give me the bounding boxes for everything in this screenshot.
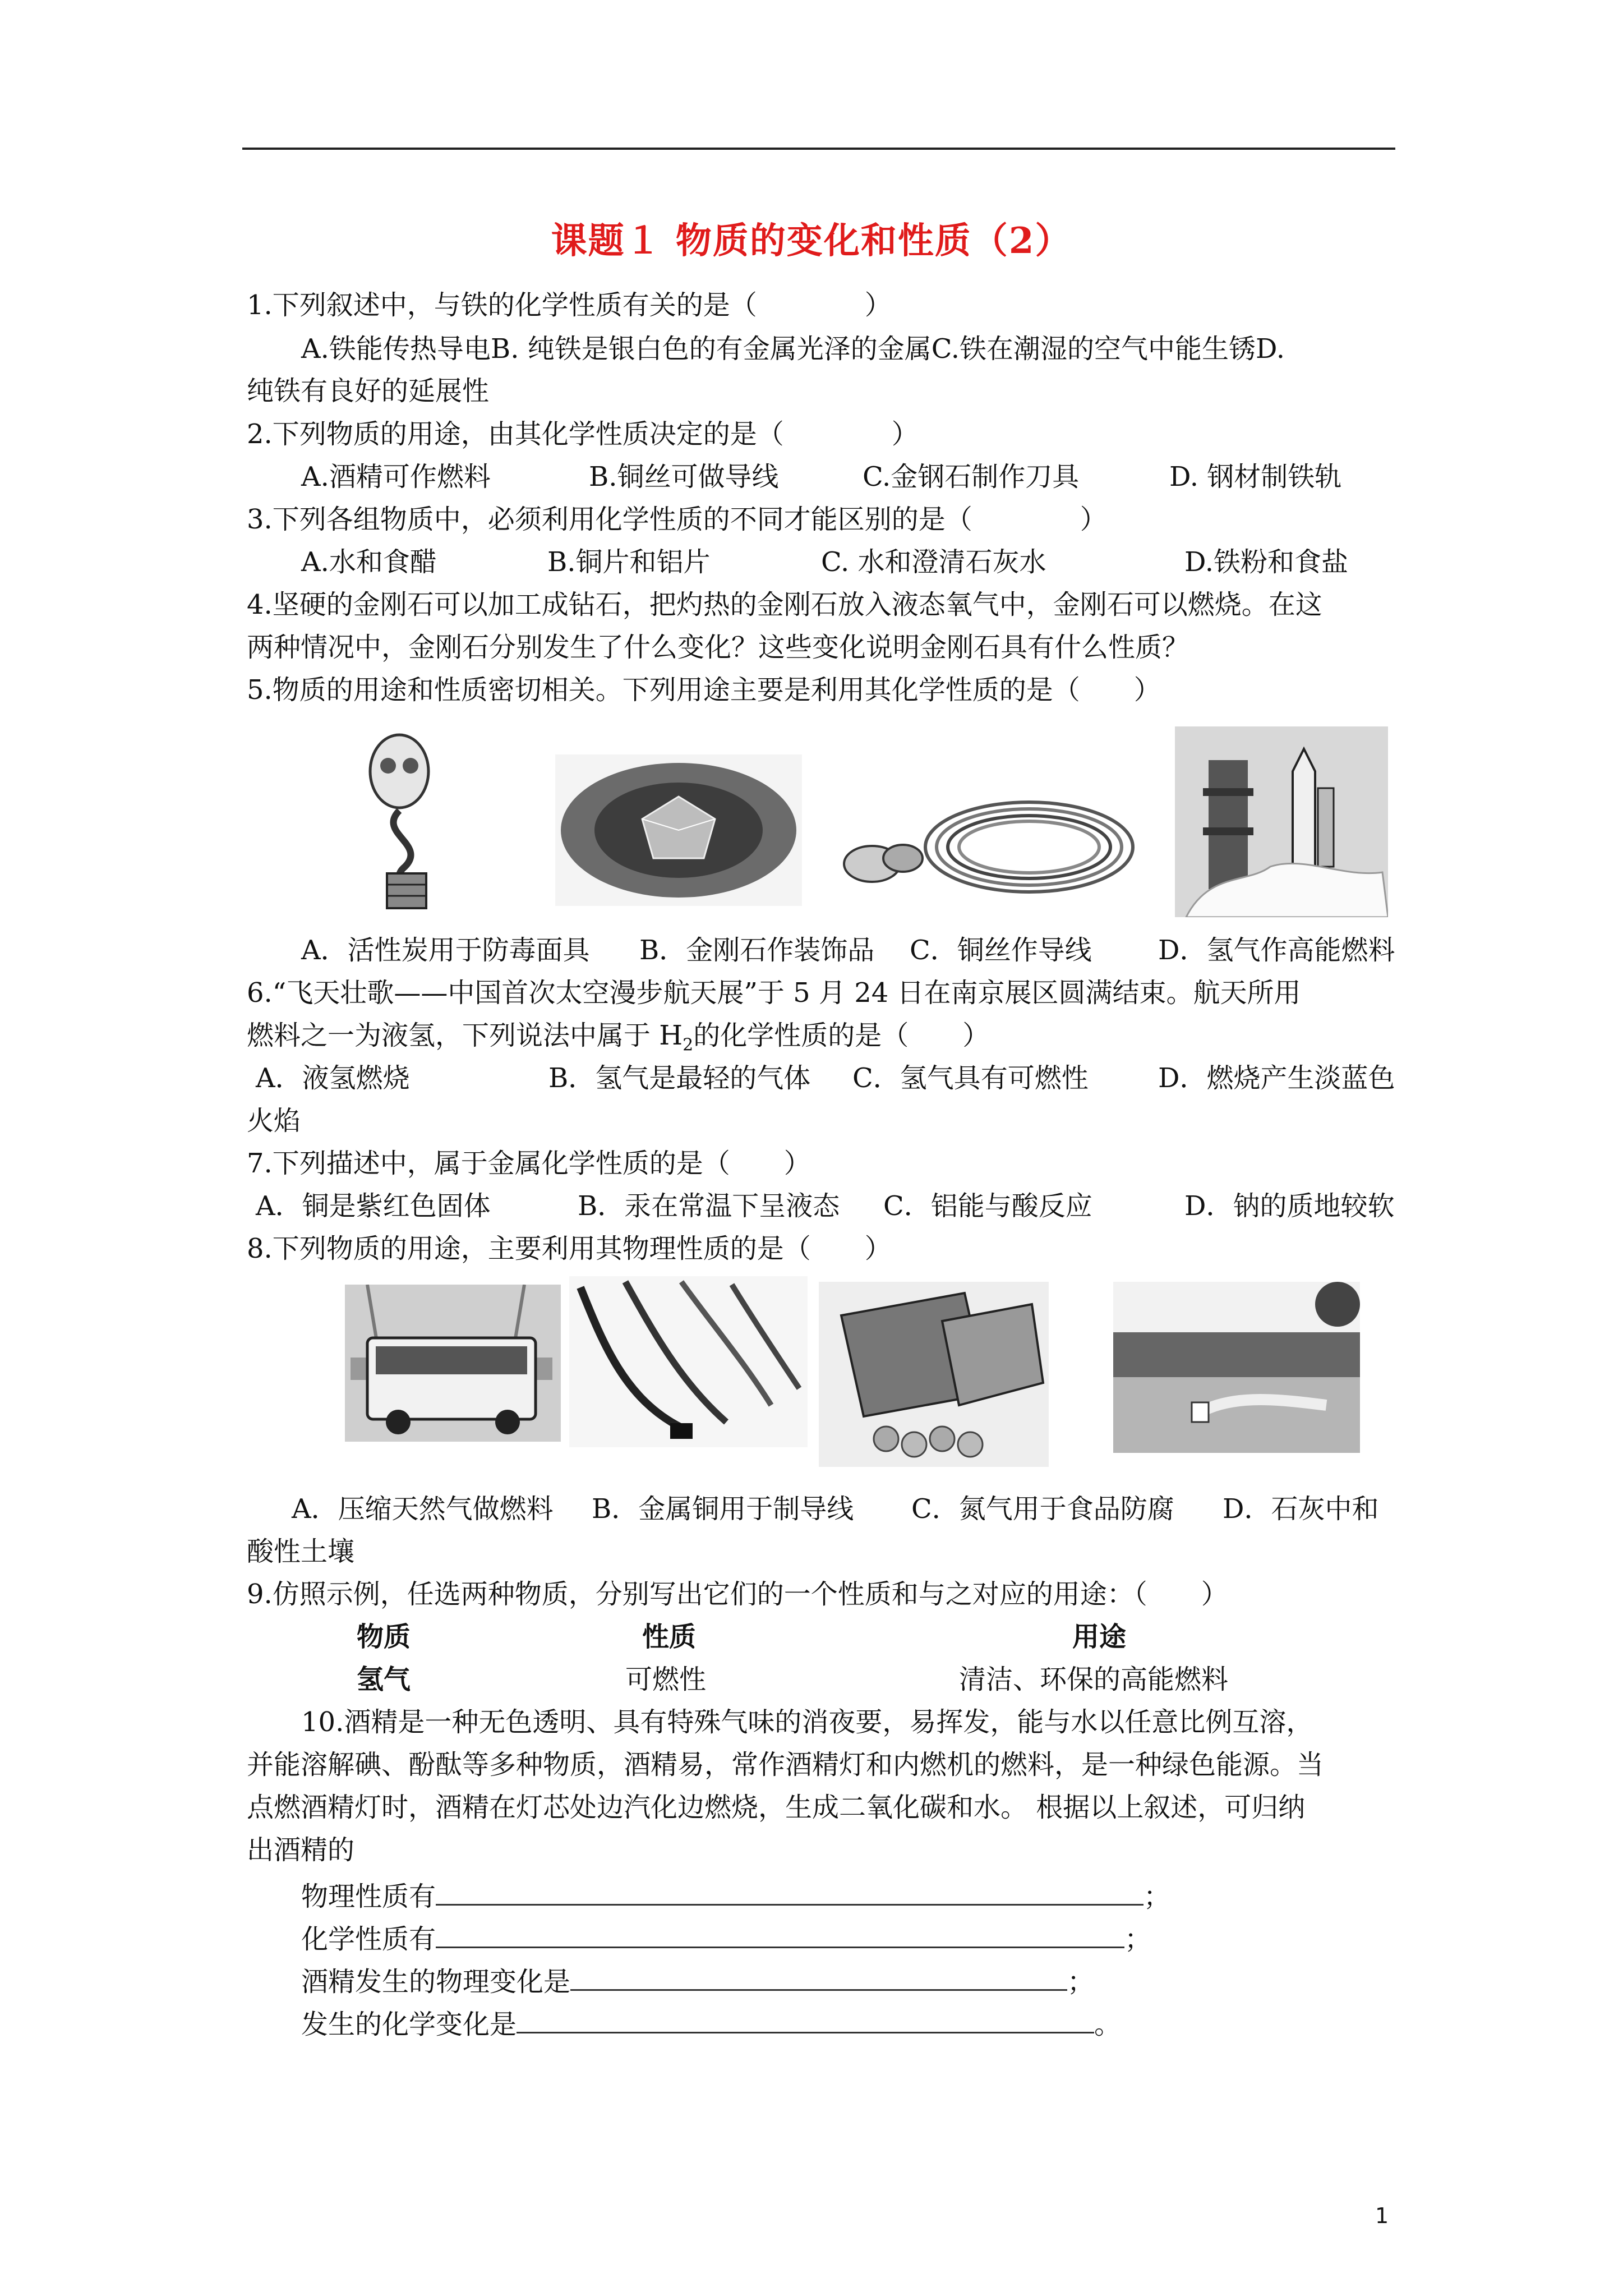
q1-options-line1: A.铁能传热导电B. 纯铁是银白色的有金属光泽的金属C.铁在潮湿的空气中能生锈D. — [301, 333, 1285, 365]
q3-stem: 3.下列各组物质中，必须利用化学性质的不同才能区别的是（ ） — [247, 504, 1107, 535]
q9-header-substance: 物质 — [357, 1621, 411, 1653]
blank-end: 。 — [1094, 2009, 1122, 2040]
q4-line2: 两种情况中，金刚石分别发生了什么变化？这些变化说明金刚石具有什么性质？ — [247, 632, 1189, 663]
q1-stem: 1.下列叙述中，与铁的化学性质有关的是（ ） — [247, 289, 892, 321]
blank-physical-change[interactable] — [301, 1964, 1095, 1998]
q6-line2 — [247, 1022, 989, 1054]
q8-options-tail: 酸性土壤 — [247, 1536, 355, 1567]
q3-option-c: C. 水和澄清石灰水 — [821, 546, 1046, 578]
q6-option-c: C．氢气具有可燃性 — [852, 1062, 1089, 1094]
q7-option-a: A．铜是紫红色固体 — [256, 1190, 491, 1222]
blank-end: ； — [1067, 1966, 1095, 1998]
q5-option-a: A．活性炭用于防毒面具 — [301, 935, 590, 966]
q7-option-b: B．汞在常温下呈液态 — [578, 1190, 840, 1222]
blank-label: 酒精发生的物理变化是 — [301, 1966, 571, 1998]
q2-option-b: B.铜丝可做导线 — [589, 461, 779, 493]
q8-option-b: B．金属铜用于制导线 — [592, 1493, 854, 1525]
q6-line1: 6.“飞天壮歌——中国首次太空漫步航天展”于 5 月 24 日在南京展区圆满结束。航天所用 — [247, 977, 1301, 1009]
q9-example-use: 清洁、环保的高能燃料 — [959, 1664, 1229, 1695]
q5-option-b: B．金刚石作装饰品 — [639, 935, 875, 966]
header-rule — [242, 148, 1395, 150]
page-title: 课题１ 物质的变化和性质（2） — [551, 220, 1072, 262]
q3-option-b: B.铜片和铝片 — [547, 546, 711, 578]
q8-option-d: D．石灰中和 — [1223, 1493, 1379, 1525]
q10-line4: 出酒精的 — [247, 1834, 355, 1866]
q5-option-c: C．铜丝作导线 — [910, 935, 1092, 966]
q10-line3: 点燃酒精灯时，酒精在灯芯处边汽化边燃烧，生成二氧化碳和水。 根据以上叙述，可归纳 — [247, 1792, 1306, 1823]
q6-options-tail: 火焰 — [247, 1105, 301, 1137]
q4-line1: 4.坚硬的金刚石可以加工成钻石，把灼热的金刚石放入液态氧气中，金刚石可以燃烧。在这 — [247, 589, 1322, 620]
q2-option-a: A.酒精可作燃料 — [301, 461, 491, 493]
q1-options-line2: 纯铁有良好的延展性 — [247, 375, 490, 407]
blank-end: ； — [1124, 1924, 1152, 1955]
rocket-launch-image — [1175, 726, 1388, 917]
q3-option-a: A.水和食醋 — [301, 546, 437, 578]
q6-line2-pre: 燃料之一为液氢，下列说法中属于 H — [247, 1020, 683, 1051]
q7-stem: 7.下列描述中，属于金属化学性质的是（ ） — [247, 1148, 811, 1179]
q6-option-d: D．燃烧产生淡蓝色 — [1158, 1062, 1395, 1094]
blank-label: 物理性质有 — [301, 1881, 436, 1912]
blank-chemical-change[interactable] — [301, 2007, 1121, 2038]
blank-label: 化学性质有 — [301, 1924, 436, 1955]
q8-option-c: C．氮气用于食品防腐 — [911, 1493, 1174, 1525]
answer-line[interactable] — [436, 1922, 1124, 1948]
q8-option-a: A．压缩天然气做燃料 — [292, 1493, 554, 1525]
answer-line[interactable] — [436, 1879, 1144, 1906]
h2-subscript: 2 — [683, 1035, 694, 1055]
q5-option-d: D．氢气作高能燃料 — [1158, 935, 1395, 966]
q5-stem: 5.物质的用途和性质密切相关。下列用途主要是利用其化学性质的是（ ） — [247, 674, 1161, 706]
q9-example-substance: 氢气 — [357, 1664, 411, 1695]
diamond-image — [555, 754, 802, 906]
q7-option-d: D．钠的质地较软 — [1184, 1190, 1395, 1222]
q2-stem: 2.下列物质的用途，由其化学性质决定的是（ ） — [247, 418, 919, 450]
q2-option-d: D. 钢材制铁轨 — [1169, 461, 1342, 493]
gas-mask-image — [343, 726, 455, 912]
q7-option-c: C．铝能与酸反应 — [883, 1190, 1092, 1222]
q6-option-a: A．液氢燃烧 — [256, 1062, 410, 1094]
blank-end: ； — [1144, 1881, 1171, 1912]
q9-stem: 9.仿照示例，任选两种物质，分别写出它们的一个性质和与之对应的用途：（ ） — [247, 1579, 1228, 1610]
q3-option-d: D.铁粉和食盐 — [1184, 546, 1349, 578]
q6-option-b: B．氢气是最轻的气体 — [548, 1062, 811, 1094]
answer-line[interactable] — [570, 1964, 1067, 1991]
blank-physical-properties[interactable] — [301, 1879, 1170, 1910]
q9-header-use: 用途 — [1072, 1621, 1127, 1653]
bus-image — [345, 1285, 561, 1442]
q9-header-property: 性质 — [642, 1621, 697, 1653]
q9-example-property: 可燃性 — [625, 1664, 707, 1695]
copper-wire-image — [838, 780, 1141, 909]
field-image — [1113, 1282, 1360, 1453]
q2-option-c: C.金钢石制作刀具 — [863, 461, 1080, 493]
food-package-image — [819, 1282, 1049, 1467]
q8-stem: 8.下列物质的用途，主要利用其物理性质的是（ ） — [247, 1233, 892, 1264]
cables-image — [569, 1276, 808, 1447]
q10-line1: 10.酒精是一种无色透明、具有特殊气味的消夜要，易挥发，能与水以任意比例互溶， — [301, 1706, 1313, 1738]
q10-line2: 并能溶解碘、酚酞等多种物质，酒精易，常作酒精灯和内燃机的燃料，是一种绿色能源。当 — [247, 1749, 1324, 1780]
answer-line[interactable] — [517, 2007, 1094, 2033]
blank-chemical-properties[interactable] — [301, 1922, 1151, 1953]
blank-label: 发生的化学变化是 — [301, 2009, 517, 2040]
page-number: 1 — [1375, 2203, 1389, 2228]
q6-line2-post: 的化学性质的是（ ） — [693, 1020, 990, 1051]
